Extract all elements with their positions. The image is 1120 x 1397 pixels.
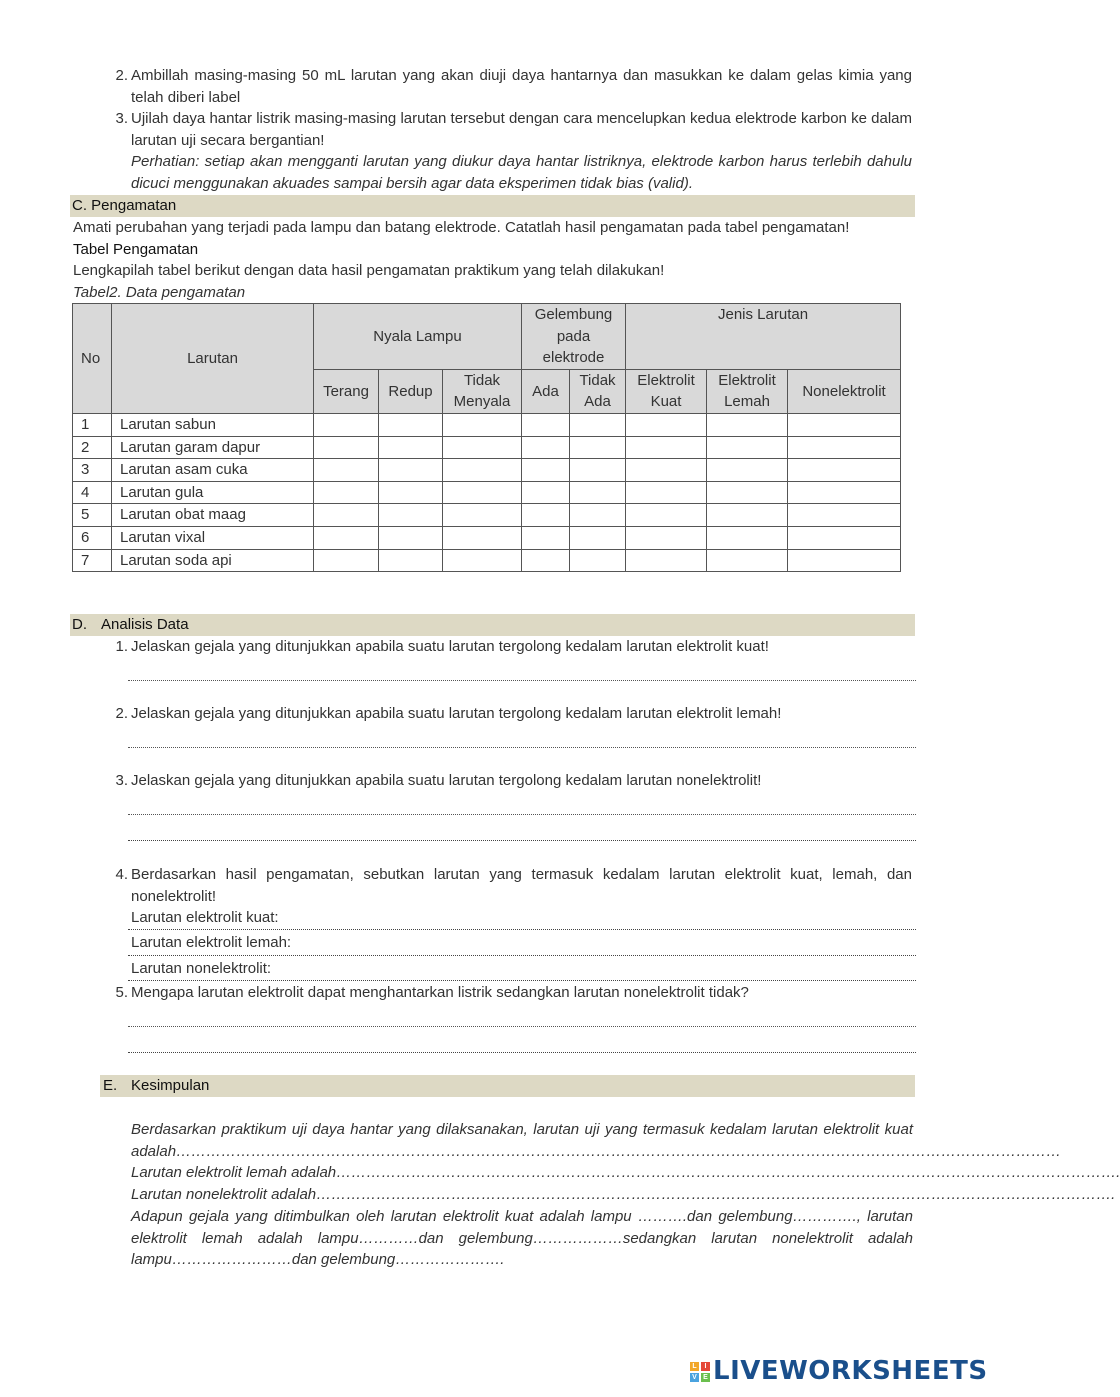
header-elektrolit-lemah: Elektrolit Lemah xyxy=(707,369,788,413)
header-nyala-lampu: Nyala Lampu xyxy=(314,304,522,370)
liveworksheets-logo xyxy=(690,1357,988,1387)
question-number: 3. xyxy=(115,772,128,789)
observation-cell[interactable] xyxy=(707,526,788,549)
observation-cell[interactable] xyxy=(570,413,626,436)
logo-badge-icon xyxy=(690,1362,710,1382)
observation-cell[interactable] xyxy=(522,413,570,436)
section-d-header xyxy=(70,614,915,636)
field-label-kuat: Larutan elektrolit kuat: xyxy=(131,909,279,926)
observation-cell[interactable] xyxy=(443,526,522,549)
answer-line[interactable] xyxy=(128,1026,916,1027)
observation-cell[interactable] xyxy=(570,481,626,504)
observation-cell[interactable] xyxy=(379,504,443,527)
observation-cell[interactable] xyxy=(314,436,379,459)
observation-cell[interactable] xyxy=(626,481,707,504)
observation-cell[interactable] xyxy=(788,549,901,572)
observation-cell[interactable] xyxy=(314,549,379,572)
observation-cell[interactable] xyxy=(443,436,522,459)
table-caption: Tabel2. Data pengamatan xyxy=(73,284,246,301)
observation-cell[interactable] xyxy=(788,481,901,504)
question-text: Jelaskan gejala yang ditunjukkan apabila suatu larutan tergolong kedalam larutan elektrolit kuat! xyxy=(131,638,769,655)
observation-cell[interactable] xyxy=(788,436,901,459)
row-number: 4 xyxy=(73,481,112,504)
header-redup: Redup xyxy=(379,369,443,413)
header-terang: Terang xyxy=(314,369,379,413)
section-c-header xyxy=(70,195,915,217)
observation-cell[interactable] xyxy=(443,504,522,527)
header-tidak-menyala: Tidak Menyala xyxy=(443,369,522,413)
step-note: Perhatian: setiap akan mengganti larutan yang diukur daya hantar listriknya, elektrode karbon harus terlebih dahulu dicuci menggunakan akuades sampai bersih agar data eksperimen tidak bias (valid). xyxy=(131,153,912,192)
observation-cell[interactable] xyxy=(522,526,570,549)
question-text: Berdasarkan hasil pengamatan, sebutkan larutan yang termasuk kedalam larutan elektrolit kuat, lemah, dan nonelektrolit! xyxy=(131,866,912,905)
table-row xyxy=(73,504,901,527)
row-larutan-name: Larutan asam cuka xyxy=(112,459,314,482)
conclusion-line: Larutan elektrolit lemah adalah…………………………………………………………………………………………………………………………………………. xyxy=(131,1164,1120,1181)
observation-cell[interactable] xyxy=(570,436,626,459)
question-text: Jelaskan gejala yang ditunjukkan apabila suatu larutan tergolong kedalam larutan elektrolit lemah! xyxy=(131,705,782,722)
badge-letter: E xyxy=(701,1373,710,1382)
answer-line[interactable] xyxy=(128,814,916,815)
header-elektrolit-kuat: Elektrolit Kuat xyxy=(626,369,707,413)
header-tidak-ada: Tidak Ada xyxy=(570,369,626,413)
observation-cell[interactable] xyxy=(379,436,443,459)
field-label-lemah: Larutan elektrolit lemah: xyxy=(131,934,292,951)
answer-line[interactable] xyxy=(128,680,916,681)
answer-line[interactable] xyxy=(128,929,916,930)
observation-cell[interactable] xyxy=(314,459,379,482)
conclusion-line: Adapun gejala yang ditimbulkan oleh larutan elektrolit kuat adalah lampu ……….dan gelembung…………., larutan elektrolit lemah adalah lampu…………dan gelembung………………sedangkan larutan nonelektrolit adalah lampu……………………dan gelembung…………………. xyxy=(131,1208,913,1269)
table-row xyxy=(73,436,901,459)
observation-cell[interactable] xyxy=(379,413,443,436)
observation-cell[interactable] xyxy=(707,413,788,436)
observation-cell[interactable] xyxy=(707,481,788,504)
observation-cell[interactable] xyxy=(379,459,443,482)
step-number: 3. xyxy=(115,110,128,127)
observation-cell[interactable] xyxy=(788,413,901,436)
header-gelembung: Gelembung pada elektrode xyxy=(522,304,626,370)
observation-cell[interactable] xyxy=(522,459,570,482)
row-number: 2 xyxy=(73,436,112,459)
question-text: Jelaskan gejala yang ditunjukkan apabila suatu larutan tergolong kedalam larutan nonelektrolit! xyxy=(131,772,762,789)
observation-cell[interactable] xyxy=(626,549,707,572)
answer-line[interactable] xyxy=(128,747,916,748)
section-e-letter: E. xyxy=(103,1077,118,1094)
observation-cell[interactable] xyxy=(443,549,522,572)
badge-letter: V xyxy=(690,1373,699,1382)
observation-cell[interactable] xyxy=(707,504,788,527)
observation-cell[interactable] xyxy=(788,504,901,527)
section-d-letter: D. xyxy=(72,616,87,633)
observation-cell[interactable] xyxy=(626,526,707,549)
header-larutan: Larutan xyxy=(112,304,314,414)
observation-cell[interactable] xyxy=(443,481,522,504)
step-text: Ujilah daya hantar listrik masing-masing larutan tersebut dengan cara mencelupkan kedua elektrode karbon ke dalam larutan uji secara bergantian! xyxy=(131,110,912,149)
observation-cell[interactable] xyxy=(788,459,901,482)
question-number: 5. xyxy=(115,984,128,1001)
question-text: Mengapa larutan elektrolit dapat menghantarkan listrik sedangkan larutan nonelektrolit tidak? xyxy=(131,984,749,1001)
table-row xyxy=(73,549,901,572)
logo-text: LIVEWORKSHEETS xyxy=(713,1356,988,1387)
answer-line[interactable] xyxy=(128,840,916,841)
step-text: Ambillah masing-masing 50 mL larutan yang akan diuji daya hantarnya dan masukkan ke dalam gelas kimia yang telah diberi label xyxy=(131,67,912,106)
row-number: 1 xyxy=(73,413,112,436)
observation-cell[interactable] xyxy=(570,459,626,482)
section-c-intro: Amati perubahan yang terjadi pada lampu dan batang elektrode. Catatlah hasil pengamatan pada tabel pengamatan! xyxy=(73,219,850,236)
observation-cell[interactable] xyxy=(379,481,443,504)
answer-line[interactable] xyxy=(128,1052,916,1053)
header-jenis-larutan: Jenis Larutan xyxy=(626,304,901,370)
table-row xyxy=(73,481,901,504)
question-number: 1. xyxy=(115,638,128,655)
row-larutan-name: Larutan garam dapur xyxy=(112,436,314,459)
observation-cell[interactable] xyxy=(626,413,707,436)
question-number: 4. xyxy=(115,866,128,883)
header-nonelektrolit: Nonelektrolit xyxy=(788,369,901,413)
table-row xyxy=(73,459,901,482)
answer-line[interactable] xyxy=(128,980,916,981)
row-larutan-name: Larutan vixal xyxy=(112,526,314,549)
conclusion-line: Larutan nonelektrolit adalah……………………………………………………………………………………………………………………………………………. xyxy=(131,1186,1116,1203)
row-larutan-name: Larutan sabun xyxy=(112,413,314,436)
table-row xyxy=(73,413,901,436)
observation-cell[interactable] xyxy=(314,504,379,527)
observation-cell[interactable] xyxy=(379,549,443,572)
table-heading: Tabel Pengamatan xyxy=(73,241,199,258)
question-number: 2. xyxy=(115,705,128,722)
observation-cell[interactable] xyxy=(707,459,788,482)
answer-line[interactable] xyxy=(128,955,916,956)
observation-cell[interactable] xyxy=(788,526,901,549)
row-larutan-name: Larutan soda api xyxy=(112,549,314,572)
row-larutan-name: Larutan obat maag xyxy=(112,504,314,527)
row-larutan-name: Larutan gula xyxy=(112,481,314,504)
header-ada: Ada xyxy=(522,369,570,413)
section-d-title: Analisis Data xyxy=(101,616,189,633)
observation-cell[interactable] xyxy=(707,549,788,572)
observation-cell[interactable] xyxy=(626,504,707,527)
observation-cell[interactable] xyxy=(314,526,379,549)
badge-letter: L xyxy=(690,1362,699,1371)
observation-cell[interactable] xyxy=(570,504,626,527)
observation-cell[interactable] xyxy=(626,436,707,459)
observation-cell[interactable] xyxy=(570,526,626,549)
observation-cell[interactable] xyxy=(626,459,707,482)
observation-cell[interactable] xyxy=(522,481,570,504)
header-no: No xyxy=(73,304,112,414)
table-row xyxy=(73,526,901,549)
field-label-non: Larutan nonelektrolit: xyxy=(131,960,272,977)
section-e-title: Kesimpulan xyxy=(131,1077,210,1094)
observation-cell[interactable] xyxy=(522,436,570,459)
row-number: 5 xyxy=(73,504,112,527)
observation-cell[interactable] xyxy=(379,526,443,549)
observation-cell[interactable] xyxy=(314,413,379,436)
observation-cell[interactable] xyxy=(522,549,570,572)
observation-cell[interactable] xyxy=(314,481,379,504)
row-number: 3 xyxy=(73,459,112,482)
badge-letter: I xyxy=(701,1362,710,1371)
observation-cell[interactable] xyxy=(443,459,522,482)
observation-cell[interactable] xyxy=(522,504,570,527)
step-number: 2. xyxy=(115,67,128,84)
section-e-header xyxy=(100,1075,915,1097)
observation-cell[interactable] xyxy=(443,413,522,436)
section-c-title: C. Pengamatan xyxy=(72,197,177,214)
observation-cell[interactable] xyxy=(570,549,626,572)
conclusion-line: Berdasarkan praktikum uji daya hantar yang dilaksanakan, larutan uji yang termasuk kedalam larutan elektrolit kuat adalah…………………………………………………………………………………………………………………………………………………………… xyxy=(131,1121,1062,1160)
observation-cell[interactable] xyxy=(707,436,788,459)
table-instruction: Lengkapilah tabel berikut dengan data hasil pengamatan praktikum yang telah dilakukan! xyxy=(73,262,665,279)
row-number: 6 xyxy=(73,526,112,549)
observation-table xyxy=(72,303,901,572)
row-number: 7 xyxy=(73,549,112,572)
